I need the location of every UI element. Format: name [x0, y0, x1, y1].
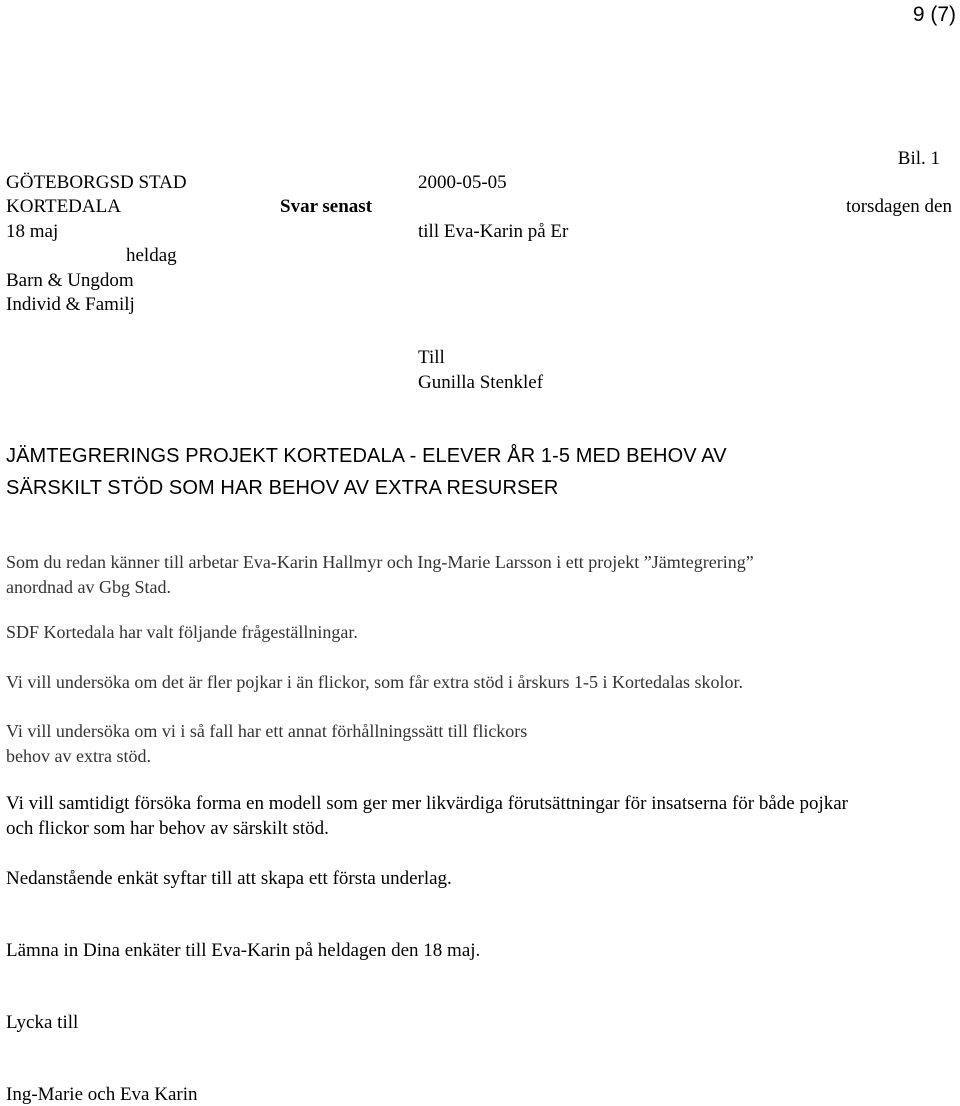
signature: Ing-Marie och Eva Karin — [6, 1084, 198, 1105]
department-family: Individ & Familj — [6, 294, 135, 315]
paragraph-question-2-line-2: behov av extra stöd. — [6, 746, 151, 766]
paragraph-question-1: Vi vill undersöka om det är fler pojkar i än flickor, som får extra stöd i årskurs 1-5 i Kortedalas skolor. — [6, 672, 744, 692]
page-number: 9 (7) — [912, 3, 956, 26]
reply-recipient: till Eva-Karin på Er — [418, 221, 569, 242]
paragraph-survey-purpose: Nedanstående enkät syftar till att skapa ett första underlag. — [6, 868, 452, 889]
title-line-2: SÄRSKILT STÖD SOM HAR BEHOV AV EXTRA RESURSER — [6, 477, 559, 499]
paragraph-question-2-line-1: Vi vill undersöka om vi i så fall har ett annat förhållningssätt till flickors — [6, 721, 528, 741]
paragraph-questions: SDF Kortedala har valt följande frågeställningar. — [6, 622, 358, 642]
reply-deadline-day: torsdagen den — [845, 196, 952, 217]
paragraph-submission: Lämna in Dina enkäter till Eva-Karin på heldagen den 18 maj. — [6, 940, 481, 961]
closing-phrase: Lycka till — [6, 1012, 79, 1033]
title-line-1: JÄMTEGRERINGS PROJEKT KORTEDALA - ELEVER ÅR 1-5 MED BEHOV AV — [6, 445, 727, 467]
attachment-label: Bil. 1 — [897, 148, 940, 169]
letter-date: 2000-05-05 — [418, 172, 507, 193]
recipient-label: Till — [418, 347, 445, 368]
reply-deadline-label: Svar senast — [280, 196, 373, 217]
paragraph-model-line-1: Vi vill samtidigt försöka forma en modell som ger mer likvärdiga förutsättningar för insatserna för både pojkar — [6, 793, 849, 814]
paragraph-intro-line-2: anordnad av Gbg Stad. — [6, 577, 171, 597]
reply-event: heldag — [126, 245, 177, 266]
org-district: KORTEDALA — [6, 196, 121, 217]
org-name: GÖTEBORGSD STAD — [6, 172, 187, 193]
reply-deadline-date: 18 maj — [6, 221, 59, 242]
recipient-name: Gunilla Stenklef — [418, 372, 544, 393]
paragraph-model-line-2: och flickor som har behov av särskilt stöd. — [6, 818, 329, 839]
paragraph-intro-line-1: Som du redan känner till arbetar Eva-Karin Hallmyr och Ing-Marie Larsson i ett projekt ”Jämtegrering” — [6, 552, 754, 572]
department-children: Barn & Ungdom — [6, 270, 134, 291]
